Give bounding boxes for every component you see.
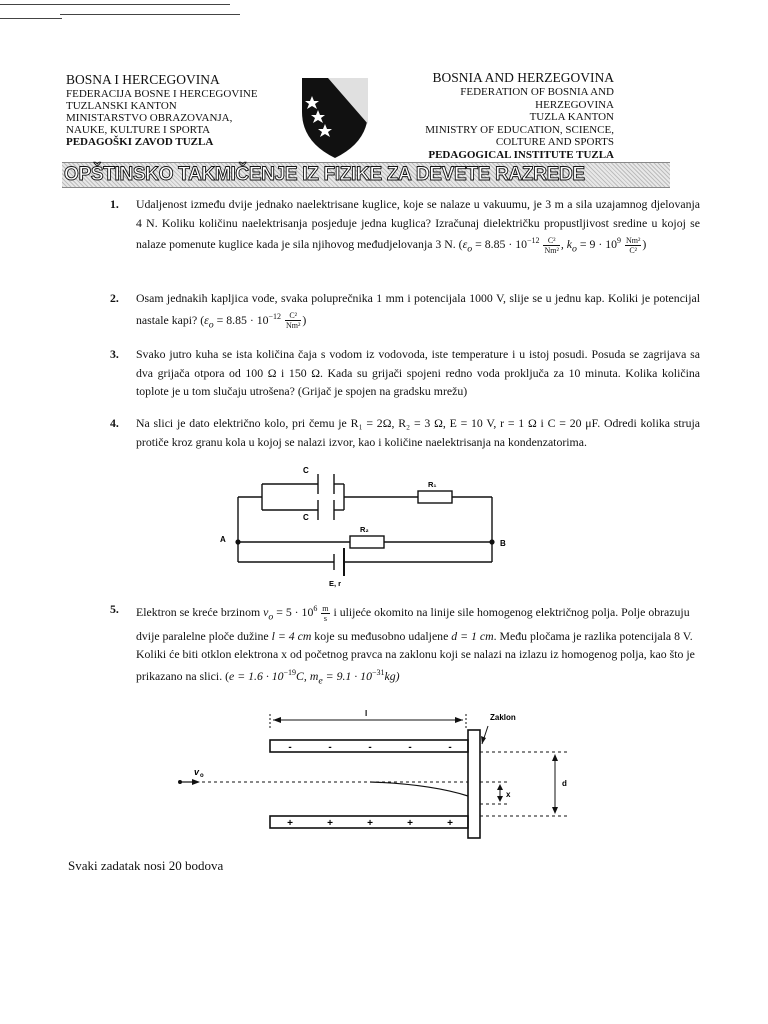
- label-d: d: [562, 779, 567, 788]
- arrow-head: [455, 717, 463, 723]
- screen: [468, 730, 480, 838]
- task-number: 3.: [110, 347, 119, 361]
- task-body: . Među pločama je razlika potencijala 8 V. Koliki će biti otklon elektrona x od početnog pravca na zaklonu koji se nalazi na izlazu iz homogenog polja, kao što je prikazano na slici. (: [136, 628, 695, 683]
- federation-bs: FEDERACIJA BOSNE I HERCEGOVINE: [66, 88, 258, 100]
- node-b: [489, 539, 494, 544]
- task-number: 1.: [110, 197, 119, 211]
- header-left: [66, 72, 306, 148]
- fraction: [625, 236, 641, 255]
- label-emf: E, r: [329, 579, 342, 588]
- paren-close: ): [642, 236, 647, 251]
- fraction: [321, 604, 329, 623]
- task-body: koje su međusobno udaljene: [311, 628, 452, 643]
- deflected-path: [370, 782, 468, 796]
- footer-note: Svaki zadatak nosi 20 bodova: [68, 858, 224, 873]
- velocity-symbol: v: [263, 604, 269, 619]
- exponent: −12: [527, 236, 540, 245]
- fraction-numerator: Nm²: [625, 235, 641, 245]
- scan-line: [60, 14, 240, 15]
- label-v0-subscript: o: [200, 773, 204, 779]
- length-value: l = 4 cm: [271, 628, 312, 643]
- arrow-head: [552, 754, 558, 761]
- unit: C, m: [296, 668, 319, 683]
- epsilon-symbol: ε: [462, 236, 468, 251]
- minus-sign: -: [408, 742, 412, 753]
- canton-en: TUZLA KANTON: [529, 111, 614, 123]
- fraction: [285, 311, 301, 330]
- task-1: [110, 195, 700, 259]
- label-r2: R₂: [360, 525, 369, 534]
- velocity-subscript: o: [268, 611, 274, 623]
- fraction-denominator: C²: [629, 245, 638, 255]
- institute-bs: PEDAGOŠKI ZAVOD TUZLA: [66, 136, 214, 148]
- unit: kg): [384, 668, 400, 683]
- scan-line: [0, 18, 62, 19]
- epsilon-subscript: o: [467, 243, 473, 255]
- task-text: [136, 600, 700, 691]
- task-3: [110, 345, 700, 401]
- country-bs: BOSNA I HERCEGOVINA: [66, 72, 220, 87]
- fraction-denominator: s: [323, 613, 327, 623]
- label-a: A: [220, 535, 226, 544]
- charge-value: e = 1.6 · 10: [229, 668, 284, 683]
- fraction-numerator: C²: [543, 236, 559, 246]
- arrow-head: [481, 736, 486, 744]
- task-2: [110, 289, 700, 334]
- task-body: Osam jednakih kapljica vode, svaka poluprečnika 1 mm i potencijala 1000 V, slije se u jednu kap. Koliki je potencijal nastale kapi? (: [136, 291, 700, 327]
- label-zaklon: Zaklon: [490, 713, 516, 722]
- minus-sign: -: [448, 742, 452, 753]
- epsilon-subscript: o: [208, 318, 214, 330]
- label-c-top: C: [303, 466, 309, 475]
- label-v0: v: [194, 767, 200, 777]
- task-body: Elektron se kreće brzinom: [136, 604, 264, 619]
- task-number: 2.: [110, 291, 119, 305]
- exponent: 9: [617, 236, 622, 245]
- scan-line: [0, 4, 230, 5]
- label-length: l: [365, 709, 368, 718]
- task-text: [136, 289, 700, 334]
- arrow-head: [273, 717, 281, 723]
- mass-subscript: e: [318, 675, 323, 687]
- velocity-arrow-head: [192, 779, 200, 785]
- epsilon-symbol: ε: [204, 312, 209, 327]
- fraction-denominator: Nm²: [544, 245, 559, 255]
- paren-close: ): [302, 312, 307, 327]
- arrow-head: [497, 796, 503, 802]
- task-text: Na slici je dato električno kolo, pri čemu je R₁ = 2Ω, R₂ = 3 Ω, E = 10 V, r = 1 Ω i C = 20 μF. Odredi kolika struja protiče kroz granu kola u kojoj se nalazi izvor, kao i količine naelektrisanja na kondenzatorima.: [136, 416, 700, 449]
- resistor-r1: [418, 491, 452, 503]
- eq-part: = 8.85 · 10: [213, 312, 269, 327]
- minus-sign: -: [368, 742, 372, 753]
- distance-value: d = 1 cm: [451, 628, 494, 643]
- plus-sign: +: [407, 818, 413, 829]
- plus-sign: +: [327, 818, 333, 829]
- task-text: [136, 195, 700, 259]
- exponent: 6: [313, 604, 318, 613]
- ministry-en-2: COLTURE AND SPORTS: [495, 136, 614, 148]
- k-symbol: , k: [560, 236, 573, 251]
- exponent: −12: [268, 311, 282, 321]
- k-subscript: o: [572, 243, 577, 255]
- exponent: −31: [371, 667, 385, 677]
- eq-part: = 8.85 · 10: [472, 236, 528, 251]
- task-body: Udaljenost između dvije jednako naelektrisane kuglice, koje se nalaze u vakuumu, je 3 m a sila uzajamnog djelovanja 4 N. Koliku količinu naelektrisanja posjeduje jedna kuglica? Izračunaj dielektričku propustljivost sredine u kojoj se nalaze pomenute kuglice kada je sila njihovog međudjelovanja 3 N. (: [136, 197, 700, 251]
- label-b: B: [500, 539, 506, 548]
- fraction-denominator: Nm²: [286, 321, 301, 331]
- header-right: [374, 70, 614, 161]
- minus-sign: -: [328, 742, 332, 753]
- institute-en: PEDAGOGICAL INSTITUTE TUZLA: [428, 148, 614, 161]
- arrow-head: [497, 784, 503, 790]
- fraction: [543, 236, 559, 255]
- federation-en-2: HERZEGOVINA: [535, 98, 614, 111]
- task-body: i ulijeće okomito na linije sile homogenog električnog polja. Polje obrazuju dvije paralelne ploče dužine: [136, 604, 690, 643]
- canton-bs: TUZLANSKI KANTON: [66, 100, 177, 112]
- mass-value: = 9.1 · 10: [322, 668, 372, 683]
- title-banner: [62, 162, 670, 188]
- eq-part: = 5 · 10: [273, 604, 314, 619]
- task-4: [110, 414, 700, 451]
- fraction-numerator: m: [322, 603, 329, 613]
- task-text: Svako jutro kuha se ista količina čaja s vodom iz vodovoda, iste temperature i u istoj posudi. Posuda se zagrijava sa dva grijača otpora od 100 Ω i 150 Ω. Kada su grijači spojeni redno voda proključa za 10 minuta. Kolika količina toplote je u tom slučaju utrošena? (Grijač je spojen na gradsku mrežu): [136, 347, 700, 398]
- circuit-diagram: [210, 462, 520, 592]
- label-x: x: [506, 790, 511, 799]
- fraction-numerator: C²: [285, 311, 301, 321]
- task-number: 5.: [110, 602, 119, 616]
- deflection-diagram: [170, 700, 590, 840]
- ministry-bs-1: MINISTARSTVO OBRAZOVANJA,: [66, 112, 233, 124]
- task-5: [110, 600, 700, 691]
- node-a: [235, 539, 240, 544]
- resistor-r2: [350, 536, 384, 548]
- federation-en-1: FEDERATION OF BOSNIA AND: [460, 86, 614, 98]
- ministry-en-1: MINISTRY OF EDUCATION, SCIENCE,: [425, 123, 614, 136]
- exponent: −19: [283, 667, 297, 677]
- competition-title: OPŠTINSKO TAKMIČENJE IZ FIZIKE ZA DEVETE RAZREDE: [64, 164, 585, 185]
- plus-sign: +: [287, 818, 293, 829]
- ministry-bs-2: NAUKE, KULTURE I SPORTA: [66, 124, 211, 136]
- coat-of-arms-icon: [298, 72, 372, 160]
- task-number: 4.: [110, 416, 119, 430]
- eq-part: = 9 · 10: [576, 236, 618, 251]
- minus-sign: -: [288, 742, 292, 753]
- arrow-head: [552, 807, 558, 814]
- label-r1: R₁: [428, 480, 437, 489]
- label-c-bottom: C: [303, 513, 309, 522]
- plus-sign: +: [367, 818, 373, 829]
- country-en: BOSNIA AND HERZEGOVINA: [432, 70, 614, 85]
- plus-sign: +: [447, 818, 453, 829]
